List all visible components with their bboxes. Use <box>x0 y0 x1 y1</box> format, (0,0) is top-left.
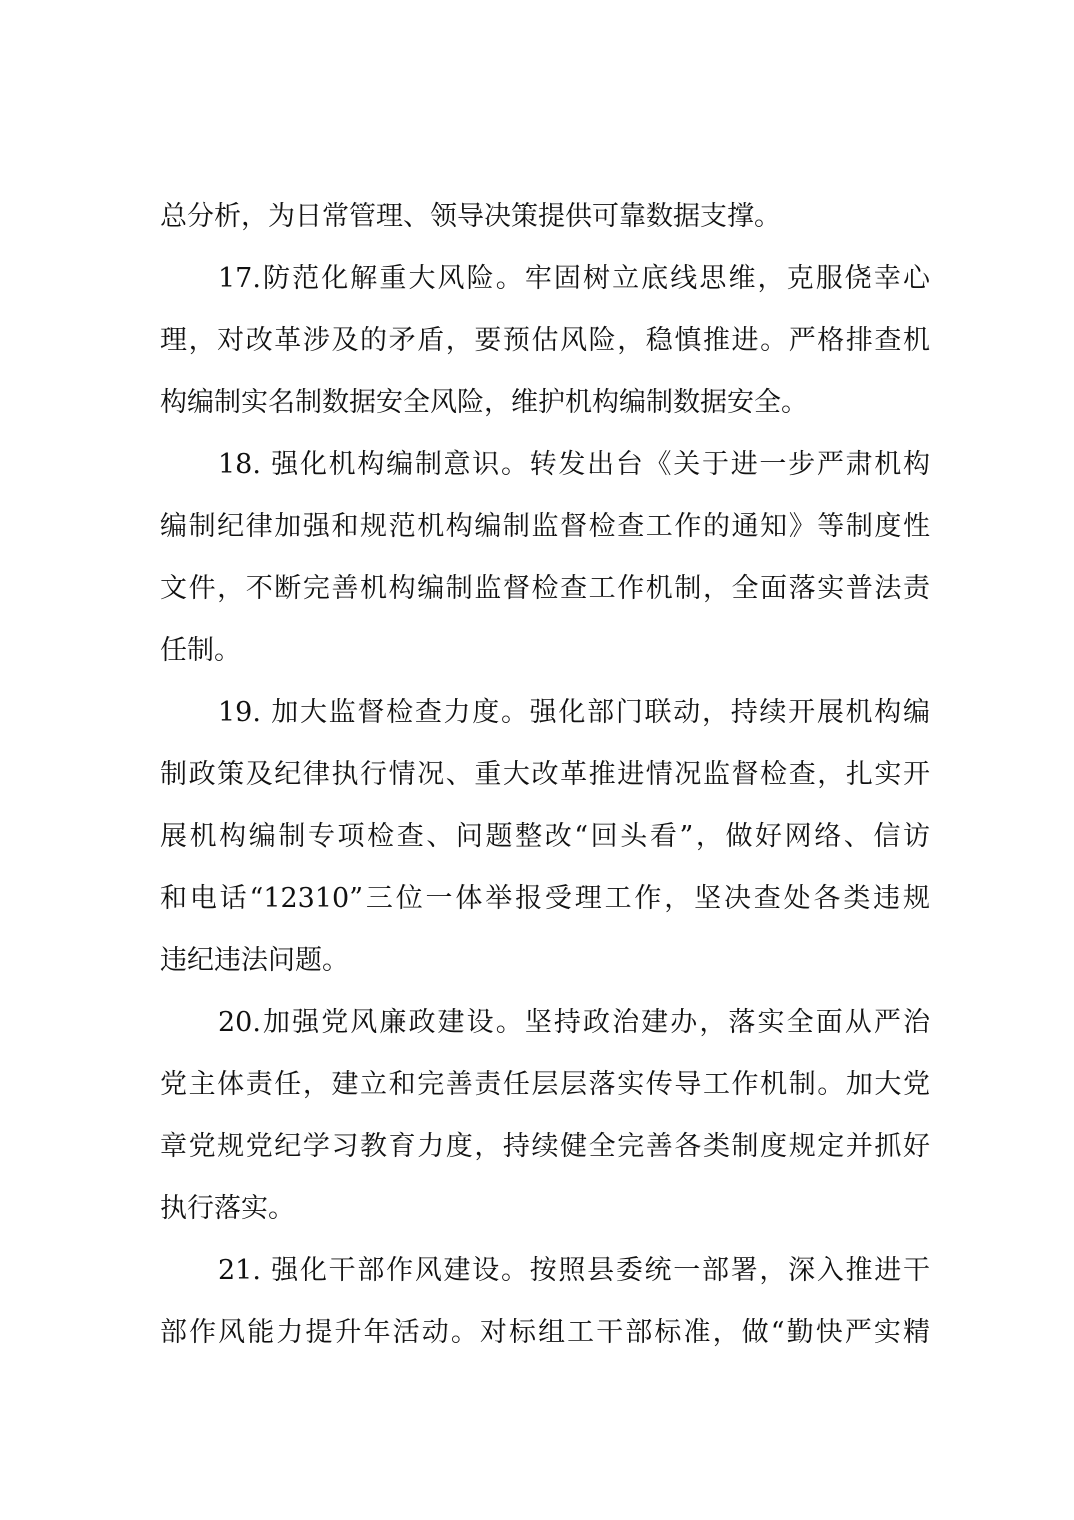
text-line: 文件，不断完善机构编制监督检查工作机制，全面落实普法责 <box>160 573 930 604</box>
text-line: 理，对改革涉及的矛盾，要预估风险，稳慎推进。严格排查机 <box>160 325 930 356</box>
paragraph-19-heading-line: 19. 加大监督检查力度。强化部门联动，持续开展机构编 <box>218 697 930 728</box>
text-line: 和电话“12310”三位一体举报受理工作，坚决查处各类违规 <box>160 883 930 914</box>
text-line: 总分析，为日常管理、领导决策提供可靠数据支撑。 <box>160 201 781 232</box>
paragraph-17-heading-line: 17.防范化解重大风险。牢固树立底线思维，克服侥幸心 <box>218 263 930 294</box>
text-line: 编制纪律加强和规范机构编制监督检查工作的通知》等制度性 <box>160 511 930 542</box>
text-line: 执行落实。 <box>160 1193 295 1224</box>
text-line: 任制。 <box>160 635 241 666</box>
text-line: 违纪违法问题。 <box>160 945 349 976</box>
document-body <box>160 186 930 1364</box>
text-line: 部作风能力提升年活动。对标组工干部标准，做“勤快严实精 <box>160 1317 930 1348</box>
paragraph-18-heading-line: 18. 强化机构编制意识。转发出台《关于进一步严肃机构 <box>218 449 930 480</box>
paragraph-21-heading-line: 21. 强化干部作风建设。按照县委统一部署，深入推进干 <box>218 1255 930 1286</box>
text-line: 制政策及纪律执行情况、重大改革推进情况监督检查，扎实开 <box>160 759 930 790</box>
text-line: 展机构编制专项检查、问题整改“回头看”，做好网络、信访 <box>160 821 930 852</box>
text-line: 党主体责任，建立和完善责任层层落实传导工作机制。加大党 <box>160 1069 930 1100</box>
text-line: 章党规党纪学习教育力度，持续健全完善各类制度规定并抓好 <box>160 1131 930 1162</box>
text-line: 构编制实名制数据安全风险，维护机构编制数据安全。 <box>160 387 808 418</box>
paragraph-20-heading-line: 20.加强党风廉政建设。坚持政治建办，落实全面从严治 <box>218 1007 930 1038</box>
